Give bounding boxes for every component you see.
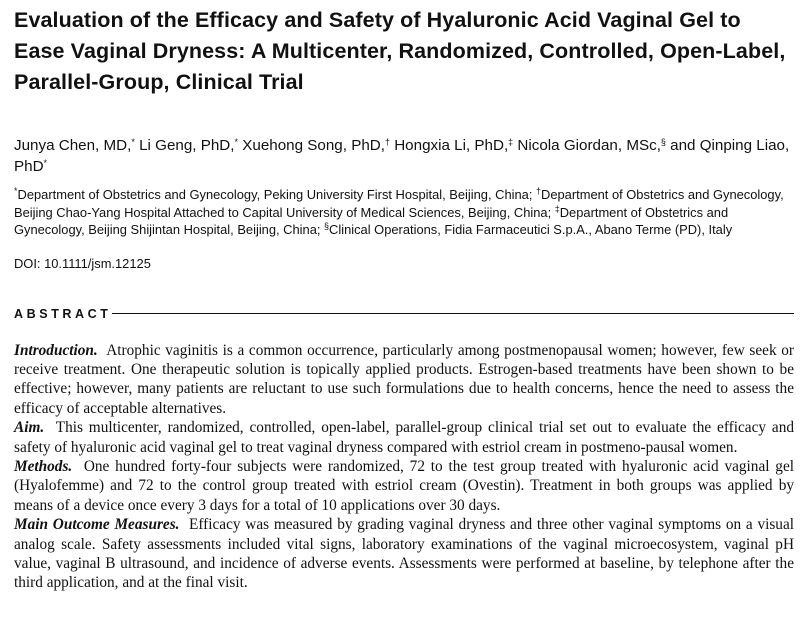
doi-line: DOI: 10.1111/jsm.12125 bbox=[14, 255, 151, 271]
affiliations bbox=[14, 186, 794, 239]
author-affiliation-mark: * bbox=[234, 137, 239, 147]
abstract-section-aim bbox=[14, 418, 794, 457]
author-affiliation-mark: ‡ bbox=[508, 137, 514, 147]
article-page bbox=[14, 0, 794, 593]
author-list: Junya Chen, MD,* Li Geng, PhD,* Xuehong Song, PhD,† Hongxia Li, PhD,‡ Nicola Giordan, MSc,§ and Qinping Liao, PhD* bbox=[14, 137, 790, 175]
author-name: Nicola Giordan, MSc, bbox=[517, 137, 661, 154]
author-affiliation-mark: * bbox=[43, 158, 48, 168]
article-title: Evaluation of the Efficacy and Safety of Hyaluronic Acid Vaginal Gel to Ease Vaginal Dryness: A Multicenter, Randomized, Controlled, Open-Label, Parallel-Group, Clinical Trial bbox=[14, 8, 786, 94]
author-name: Qinping Liao, PhD bbox=[14, 137, 790, 175]
abstract-section-main-outcome-measures bbox=[14, 515, 794, 593]
section-text: Atrophic vaginitis is a common occurrence, particularly among postmenopausal women; however, few seek or receive treatment. One therapeutic solution is topically applied products. Estrogen-based treatments have been shown to be effective; however, many patients are reluctant to use such formulations due to health concerns, hence the need to assess the efficacy of acceptable alternatives. bbox=[14, 341, 794, 417]
section-heading: Main Outcome Measures. bbox=[14, 516, 180, 534]
affiliation-mark: * bbox=[14, 186, 18, 196]
abstract-label: ABSTRACT bbox=[14, 306, 112, 321]
section-text: Efficacy was measured by grading vaginal dryness and three other vaginal symptoms on a visual analog scale. Safety assessments included vital signs, laboratory examinations of the vaginal microecosystem, vaginal pH value, vaginal B ultrasound, and incidence of adverse events. Assessments were performed at baseline, by telephone after the third application, and at the final visit. bbox=[14, 516, 794, 592]
section-text: This multicenter, randomized, controlled, open-label, parallel-group clinical trial set out to evaluate the efficacy and safety of hyaluronic acid vaginal gel to treat vaginal dryness compared with estriol cream in postmeno-pausal women. bbox=[14, 419, 795, 456]
section-text: One hundred forty-four subjects were randomized, 72 to the test group treated with hyaluronic acid vaginal gel (Hyalofemme) and 72 to the control group treated with estriol cream (Ovestin). Treatment in both groups was applied by means of a device once every 3 days for a total of 10 applications over 30 days. bbox=[14, 457, 794, 514]
author-name: Li Geng, PhD, bbox=[139, 137, 235, 154]
affiliation-mark: § bbox=[324, 221, 330, 231]
author-affiliation-mark: * bbox=[131, 137, 135, 147]
abstract-body bbox=[14, 341, 794, 593]
abstract-section-introduction bbox=[14, 341, 794, 419]
affiliation-text: Department of Obstetrics and Gynecology, Beijing Chao-Yang Hospital Attached to Capital University of Medical Sciences, Beijing, China; bbox=[14, 187, 784, 220]
author-name: Junya Chen, MD, bbox=[14, 137, 132, 154]
section-heading: Aim. bbox=[14, 419, 45, 437]
affiliation-text: Department of Obstetrics and Gynecology, Peking University First Hospital, Beijing, China; bbox=[17, 187, 536, 202]
affiliation-text: Department of Obstetrics and Gynecology, Beijing Shijintan Hospital, Beijing, China; bbox=[14, 204, 729, 237]
author-affiliation-mark: † bbox=[384, 137, 390, 147]
abstract-header bbox=[14, 305, 794, 323]
affiliation-mark: ‡ bbox=[554, 203, 560, 214]
author-affiliation-mark: § bbox=[660, 137, 666, 147]
abstract-section-methods bbox=[14, 457, 794, 515]
affiliation-mark: † bbox=[536, 186, 542, 196]
abstract-divider bbox=[112, 313, 794, 314]
author-name: Hongxia Li, PhD, bbox=[394, 137, 509, 154]
section-heading: Methods. bbox=[14, 457, 73, 475]
affiliation-text: Clinical Operations, Fidia Farmaceutici S.p.A., Abano Terme (PD), Italy bbox=[329, 222, 733, 237]
author-name: Xuehong Song, PhD, bbox=[242, 137, 385, 154]
section-heading: Introduction. bbox=[14, 341, 98, 359]
